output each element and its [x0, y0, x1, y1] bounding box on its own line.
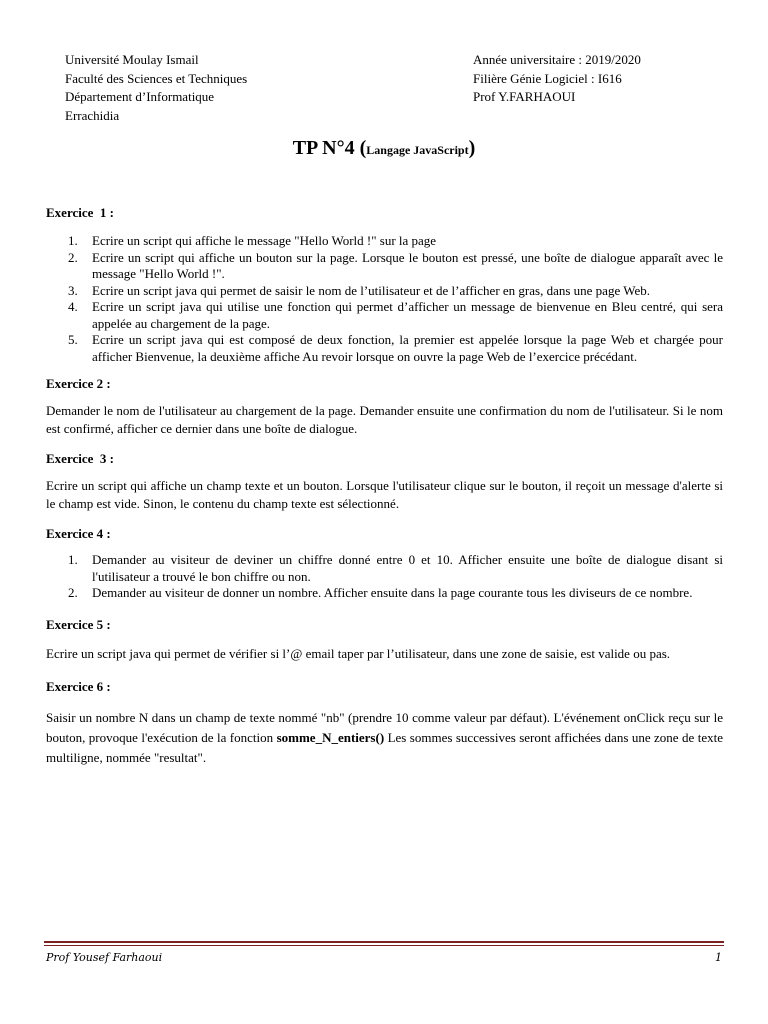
exercise-1-list: [46, 233, 723, 365]
exercise-2-heading: Exercice 2 :: [46, 376, 111, 391]
title-subject: Langage JavaScript: [366, 143, 469, 157]
university-name: Université Moulay Ismail: [65, 52, 199, 67]
exercise-content: [46, 204, 723, 768]
professor-name: Prof Y.FARHAOUI: [473, 89, 576, 104]
department-name: Département d’Informatique: [65, 89, 215, 104]
list-item: 2. Ecrire un script qui affiche un bouton sur la page. Lorsque le bouton est pressé, une boîte de dialogue apparaît avec le message "Hello World !".: [68, 249, 723, 281]
footer-rule: [44, 941, 724, 943]
header-institution: [65, 51, 247, 125]
exercise-1: [46, 204, 723, 365]
exercise-4-heading: Exercice 4 :: [46, 526, 111, 541]
exercise-4-list: [46, 552, 723, 602]
title-close: ): [468, 137, 476, 159]
exercise-3-text: Ecrire un script qui affiche un champ texte et un bouton. Lorsque l'utilisateur clique sur le bouton, il reçoit un message d'alerte si le champ est vide. Sinon, le contenu du champ texte est sélectionné.: [46, 478, 723, 511]
exercise-3: [46, 450, 723, 513]
exercise-1-heading: Exercice 1 :: [46, 205, 114, 220]
exercise-2-text: Demander le nom de l'utilisateur au chargement de la page. Demander ensuite une confirmation du nom de l'utilisateur. Si le nom est confirmé, afficher ce dernier dans une boîte de dialogue.: [46, 403, 723, 436]
footer-author: Prof Yousef Farhaoui: [46, 951, 163, 964]
list-item: 4. Ecrire un script java qui utilise une fonction qui permet d’afficher un message de bienvenue en Bleu centré, qui sera appelée au chargement de la page.: [68, 299, 723, 331]
exercise-6: [46, 678, 723, 768]
page-title: [0, 135, 768, 163]
function-name: somme_N_entiers(): [276, 729, 385, 745]
faculty-name: Faculté des Sciences et Techniques: [65, 70, 248, 86]
program-name: Filière Génie Logiciel : I616: [473, 70, 622, 86]
header-course-info: [473, 51, 641, 107]
exercise-5: [46, 616, 723, 664]
exercise-2: [46, 375, 723, 438]
exercise-4: [46, 525, 723, 602]
exercise-5-text: Ecrire un script java qui permet de vérifier si l’@ email taper par l’utilisateur, dans une zone de saisie, est valide ou pas.: [46, 645, 671, 661]
exercise-6-heading: Exercice 6 :: [46, 678, 111, 694]
list-item: 2. Demander au visiteur de donner un nombre. Afficher ensuite dans la page courante tous les diviseurs de ce nombre.: [68, 585, 693, 600]
exercise-3-heading: Exercice 3 :: [46, 451, 114, 466]
city-name: Errachidia: [65, 107, 120, 123]
list-item: 3. Ecrire un script java qui permet de saisir le nom de l’utilisateur et de l’afficher en gras, dans une page Web.: [68, 282, 650, 298]
page-number: 1: [715, 951, 722, 964]
list-item: 5. Ecrire un script java qui est composé de deux fonction, la premier est appelée lorsque la page Web et chargée pour afficher Bienvenue, la deuxième affiche Au revoir lorsque on ouvre la page Web de l’exercice précédant.: [68, 332, 723, 364]
list-item: 1. Ecrire un script qui affiche le message "Hello World !" sur la page: [68, 233, 437, 248]
exercise-5-heading: Exercice 5 :: [46, 616, 111, 632]
title-main: TP N°4 (: [292, 137, 367, 159]
exercise-6-text: Saisir un nombre N dans un champ de texte nommé "nb" (prendre 10 comme valeur par défaut). L'événement onClick reçu sur le bouton, provoque l'exécution de la fonction somme_N_entiers() Les sommes successives seront affichées dans une zone de texte multiligne, nommée "resultat".: [46, 709, 723, 765]
academic-year: Année universitaire : 2019/2020: [473, 52, 641, 67]
list-item: 1. Demander au visiteur de deviner un chiffre donné entre 0 et 10. Afficher ensuite une boîte de dialogue disant si l'utilisateur a trouvé le bon chiffre ou non.: [68, 552, 723, 584]
footer-rule-thin: [44, 945, 724, 946]
